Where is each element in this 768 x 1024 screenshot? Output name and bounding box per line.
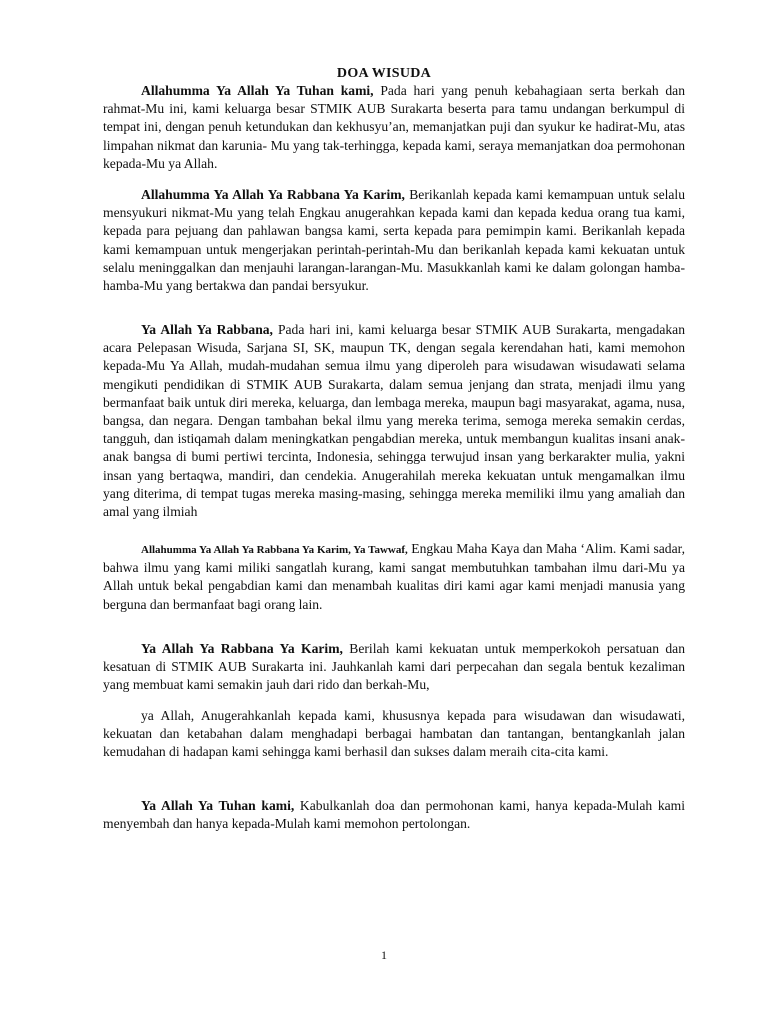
paragraph-7-text: Kabulkanlah doa dan permohonan kami, hanya kepada-Mulah kami menyembah dan hanya kepada-Mulah kami memohon pertolongan.	[103, 798, 685, 832]
paragraph-3-lead: Ya Allah Ya Rabbana,	[141, 322, 273, 337]
paragraph-1-lead: Allahumma Ya Allah Ya Tuhan kami,	[141, 83, 374, 98]
paragraph-3	[103, 321, 685, 521]
paragraph-5-lead: Ya Allah Ya Rabbana Ya Karim,	[141, 641, 343, 656]
paragraph-7	[103, 797, 685, 833]
paragraph-4	[103, 540, 685, 614]
paragraph-5-text: Berilah kami kekuatan untuk memperkokoh persatuan dan kesatuan di STMIK AUB Surakarta ini. Jauhkanlah kami dari perpecahan dan segala bentuk kezaliman yang membuat kami semakin jauh dari rido dan berkah-Mu,	[103, 641, 685, 693]
page-number: 1	[381, 948, 387, 962]
paragraph-5	[103, 640, 685, 695]
paragraph-2-text: Berikanlah kepada kami kemampuan untuk selalu mensyukuri nikmat-Mu yang telah Engkau anugerahkan kepada kami dan kepada kedua orang tua kami, kepada para pejuang dan pahlawan bangsa kami, serta kepada para pemimpin kami. Berikanlah kepada kami kemampuan untuk mengerjakan perintah-perintah-Mu dan berikanlah kepada kami kekuatan untuk selalu meninggalkan dan menjauhi larangan-larangan-Mu. Masukkanlah kami ke dalam golongan hamba-hamba-Mu yang bertakwa dan pandai bersyukur.	[103, 187, 686, 294]
paragraph-6-text: ya Allah, Anugerahkanlah kepada kami, khususnya kepada para wisudawan dan wisudawati, kekuatan dan ketabahan dalam menghadapi berbagai hambatan dan tantangan, bentangkanlah jalan kemudahan di hadapan kami sehingga kami berhasil dan sukses dalam meraih cita-cita kami.	[103, 708, 685, 760]
paragraph-2	[103, 186, 685, 295]
paragraph-1-text: Pada hari yang penuh kebahagiaan serta berkah dan rahmat-Mu ini, kami keluarga besar STMIK AUB Surakarta beserta para tamu undangan berkumpul di tempat ini, dengan penuh ketundukan dan kekhusyu’an, memanjatkan puji dan syukur ke hadirat-Mu, atas limpahan nikmat dan karunia- Mu yang tak-terhingga, kepada kami, seraya memanjatkan doa permohonan kepada-Mu ya Allah.	[103, 83, 685, 171]
paragraph-1	[103, 82, 685, 173]
paragraph-4-lead: Allahumma Ya Allah Ya Rabbana Ya Karim, Ya Tawwaf,	[141, 544, 408, 556]
document-title: DOA WISUDA	[336, 66, 432, 81]
paragraph-2-lead: Allahumma Ya Allah Ya Rabbana Ya Karim,	[141, 187, 405, 202]
paragraph-7-lead: Ya Allah Ya Tuhan kami,	[141, 798, 295, 813]
paragraph-4-text: Engkau Maha Kaya dan Maha ‘Alim. Kami sadar, bahwa ilmu yang kami miliki sangatlah kurang, kami sangat membutuhkan tambahan ilmu dari-Mu ya Allah untuk bekal pengabdian kami dan menambah kualitas diri kami agar kami menjadi manusia yang berguna dan bermanfaat bagi orang lain.	[103, 541, 685, 612]
paragraph-6	[103, 707, 685, 762]
paragraph-3-text: Pada hari ini, kami keluarga besar STMIK AUB Surakarta, mengadakan acara Pelepasan Wisuda, Sarjana SI, SK, maupun TK, dengan segala kerendahan hati, kami memohon kepada-Mu Ya Allah, mudah-mudahan semua ilmu yang diperoleh para wisudawan wisudawati selama mengikuti pendidikan di STMIK AUB Surakarta, dalam semua jenjang dan strata, menjadi ilmu yang bermanfaat baik untuk diri mereka, keluarga, dan lembaga mereka, maupun bagi masyarakat, agama, nusa, bangsa, dan negara. Dengan tambahan bekal ilmu yang mereka terima, semoga mereka semakin cerdas, tangguh, dan istiqamah dalam meningkatkan pengabdian mereka, untuk membangun kualitas insani anak-anak bangsa di bumi pertiwi tercinta, Indonesia, sehingga terwujud insan yang berkarakter mulia, yakni insan yang bertaqwa, mandiri, dan cendekia. Anugerahilah mereka kekuatan untuk mengamalkan ilmu yang diterima, di tempat tugas mereka masing-masing, sehingga mereka memiliki ilmu yang amaliah dan amal yang ilmiah	[103, 322, 686, 520]
